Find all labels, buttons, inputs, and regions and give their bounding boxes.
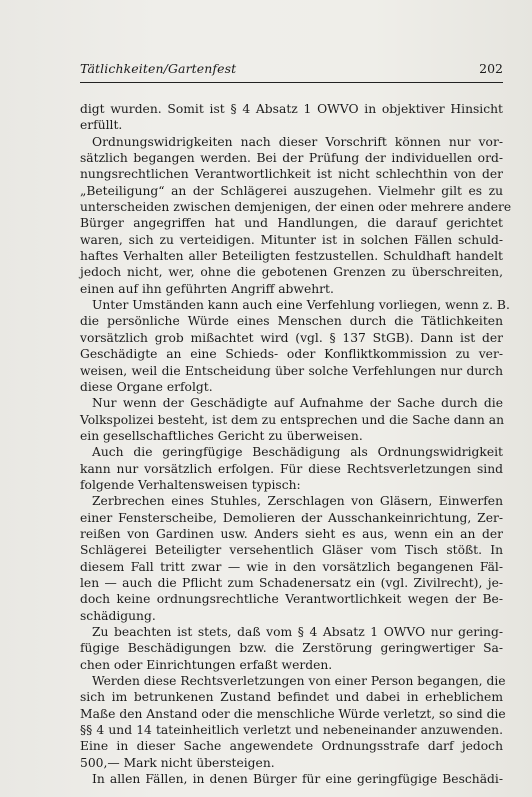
text-line: len — auch die Pflicht zum Schadenersatz ein (vgl. Zivilrecht), je- [80, 575, 503, 590]
text-line: „Beteiligung“ an der Schlägerei auszugehen. Vielmehr gilt es zu [80, 183, 503, 198]
text-line: §§ 4 und 14 tateinheitlich verletzt und nebeneinander anzuwenden. [80, 723, 503, 738]
text-line: diese Organe erfolgt. [80, 379, 213, 394]
text-line: Ordnungswidrigkeiten nach dieser Vorschrift können nur vor- [92, 134, 503, 149]
text-line: Auch die geringfügige Beschädigung als Ordnungswidrigkeit [92, 445, 503, 460]
text-line: fügige Beschädigungen bzw. die Zerstörung geringwertiger Sa- [80, 641, 503, 656]
text-line: diesem Fall tritt zwar — wie in den vorsätzlich begangenen Fäl- [80, 559, 503, 574]
text-line: Werden diese Rechtsverletzungen von einer Person begangen, die [92, 674, 506, 689]
text-line: Zu beachten ist stets, daß vom § 4 Absatz 1 OWVO nur gering- [92, 625, 503, 639]
text-line: haftes Verhalten aller Beteiligten festzustellen. Schuldhaft handelt [80, 249, 503, 264]
text-line: Bürger angegriffen hat und Handlungen, die darauf gerichtet [80, 216, 503, 231]
text-line: Schlägerei Beteiligter versehentlich Gläser vom Tisch stößt. In [80, 543, 503, 558]
text-line: Zerbrechen eines Stuhles, Zerschlagen von Gläsern, Einwerfen [92, 494, 503, 509]
text-line: einen auf ihn geführten Angriff abwehrt. [80, 281, 334, 296]
text-line: Nur wenn der Geschädigte auf Aufnahme der Sache durch die [92, 396, 503, 411]
header-rule [80, 82, 503, 83]
text-line: Unter Umständen kann auch eine Verfehlung vorliegen, wenn z. B. [92, 298, 510, 313]
text-line: schädigung. [80, 608, 156, 623]
text-line: erfüllt. [80, 118, 123, 133]
text-line: 500,— Mark nicht übersteigen. [80, 755, 275, 770]
chapter-title: Tätlichkeiten/Gartenfest [80, 61, 237, 76]
text-line: doch keine ordnungsrechtliche Verantwortlichkeit wegen der Be- [80, 592, 503, 607]
text-line: nungsrechtlichen Verantwortlichkeit ist nicht schlechthin von der [80, 167, 503, 182]
text-line: Eine in dieser Sache angewendete Ordnungsstrafe darf jedoch [80, 739, 503, 754]
text-line: folgende Verhaltensweisen typisch: [80, 477, 301, 492]
body-text [80, 101, 512, 787]
text-line: unterscheiden zwischen demjenigen, der einen oder mehrere andere [80, 200, 512, 215]
text-line: einer Fensterscheibe, Demolieren der Ausschankeinrichtung, Zer- [80, 510, 503, 525]
text-line: Volkspolizei besteht, ist dem zu entsprechen und die Sache dann an [80, 412, 505, 427]
text-line: reißen von Gardinen usw. Anders sieht es aus, wenn ein an der [80, 526, 503, 541]
text-line: vorsätzlich grob mißachtet wird (vgl. § 137 StGB). Dann ist der [80, 330, 503, 345]
text-line: chen oder Einrichtungen erfaßt werden. [80, 657, 333, 672]
text-line: die persönliche Würde eines Menschen durch die Tätlichkeiten [80, 314, 503, 329]
text-line: sich im betrunkenen Zustand befindet und dabei in erheblichem [80, 690, 503, 705]
text-line: jedoch nicht, wer, ohne die gebotenen Grenzen zu überschreiten, [80, 265, 503, 280]
running-header [80, 61, 503, 79]
text-line: Geschädigte an eine Schieds- oder Konfliktkommission zu ver- [80, 347, 503, 362]
text-line: digt wurden. Somit ist § 4 Absatz 1 OWVO in objektiver Hinsicht [80, 102, 503, 116]
text-line: weisen, weil die Entscheidung über solche Verfehlungen nur durch [80, 363, 503, 378]
text-line: In allen Fällen, in denen Bürger für eine geringfügige Beschädi- [92, 772, 503, 787]
text-line: sätzlich begangen werden. Bei der Prüfung der individuellen ord- [80, 151, 503, 166]
text-line: kann nur vorsätzlich erfolgen. Für diese Rechtsverletzungen sind [80, 461, 503, 476]
page-number: 202 [479, 61, 503, 76]
text-line: Maße den Anstand oder die menschliche Würde verletzt, so sind die [80, 706, 506, 721]
text-line: waren, sich zu verteidigen. Mitunter ist in solchen Fällen schuld- [80, 232, 503, 247]
text-line: ein gesellschaftliches Gericht zu überweisen. [80, 428, 363, 443]
